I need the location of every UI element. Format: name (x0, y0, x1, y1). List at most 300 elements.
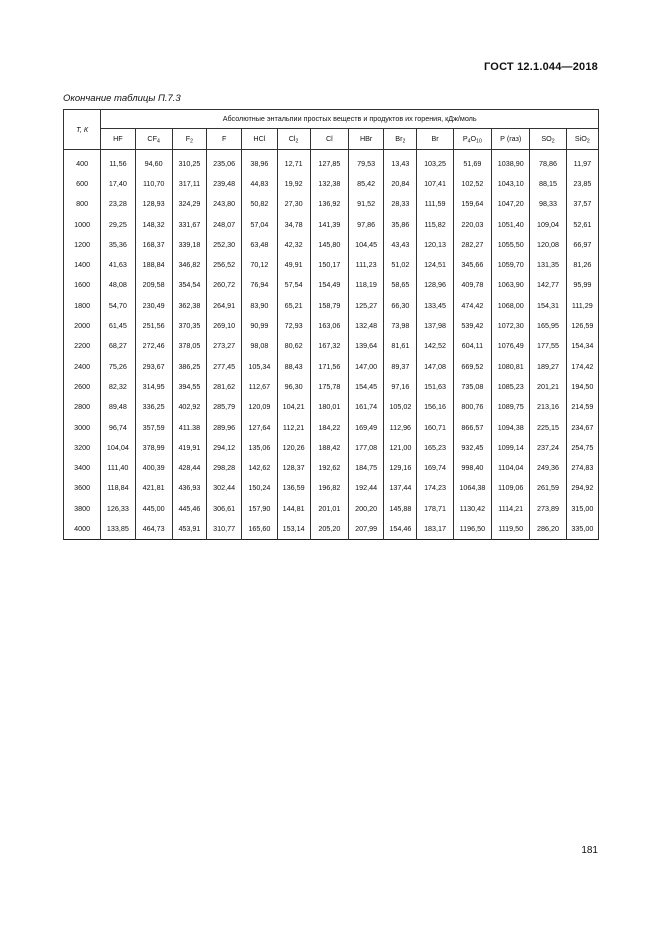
table-cell: 51,02 (384, 254, 417, 274)
table-cell: 129,16 (384, 457, 417, 477)
table-cell: 196,82 (310, 478, 348, 498)
table-cell: 248,07 (207, 214, 242, 234)
table-cell: 157,90 (242, 498, 277, 518)
table-cell: 133,85 (101, 518, 135, 539)
table-cell: 82,32 (101, 376, 135, 396)
column-header-12: $SO_2$ (530, 128, 566, 149)
table-cell: 1085,23 (492, 376, 530, 396)
table-cell: 201,21 (530, 376, 566, 396)
table-cell: 29,25 (101, 214, 135, 234)
table-cell: 184,22 (310, 417, 348, 437)
table-cell: 28,33 (384, 194, 417, 214)
table-cell: 98,33 (530, 194, 566, 214)
table-cell: 81,26 (566, 254, 598, 274)
table-cell: 866,57 (453, 417, 491, 437)
table-cell: 72,93 (277, 315, 310, 335)
table-cell: 171,56 (310, 356, 348, 376)
table-row (64, 254, 599, 274)
table-cell: 43,43 (384, 234, 417, 254)
table-cell: 281,62 (207, 376, 242, 396)
table-cell: 112,96 (384, 417, 417, 437)
temperature-cell: 2200 (64, 336, 101, 356)
table-cell: 421,81 (135, 478, 172, 498)
table-cell: 1089,75 (492, 397, 530, 417)
table-row (64, 417, 599, 437)
table-cell: 317,11 (172, 173, 206, 193)
temperature-cell: 1600 (64, 275, 101, 295)
table-cell: 133,45 (417, 295, 453, 315)
table-cell: 428,44 (172, 457, 206, 477)
table-cell: 97,16 (384, 376, 417, 396)
table-cell: 17,40 (101, 173, 135, 193)
table-cell: 65,21 (277, 295, 310, 315)
table-cell: 153,14 (277, 518, 310, 539)
table-cell: 128,96 (417, 275, 453, 295)
table-cell: 174,23 (417, 478, 453, 498)
table-cell: 252,30 (207, 234, 242, 254)
table-row (64, 498, 599, 518)
table-cell: 234,67 (566, 417, 598, 437)
table-cell: 154,46 (384, 518, 417, 539)
table-cell: 68,27 (101, 336, 135, 356)
table-cell: 1038,90 (492, 150, 530, 174)
table-cell: 11,97 (566, 150, 598, 174)
table-cell: 1047,20 (492, 194, 530, 214)
table-cell: 243,80 (207, 194, 242, 214)
column-header-5: $Cl_2$ (277, 128, 310, 149)
table-cell: 539,42 (453, 315, 491, 335)
table-cell: 239,48 (207, 173, 242, 193)
table-cell: 201,01 (310, 498, 348, 518)
column-header-6: Cl (310, 128, 348, 149)
table-cell: 160,71 (417, 417, 453, 437)
table-cell: 220,03 (453, 214, 491, 234)
temperature-cell: 3800 (64, 498, 101, 518)
table-cell: 306,61 (207, 498, 242, 518)
table-cell: 345,66 (453, 254, 491, 274)
table-cell: 104,45 (349, 234, 384, 254)
table-cell: 95,99 (566, 275, 598, 295)
table-cell: 169,49 (349, 417, 384, 437)
table-cell: 419,91 (172, 437, 206, 457)
table-row (64, 315, 599, 335)
table-cell: 378,99 (135, 437, 172, 457)
table-cell: 177,08 (349, 437, 384, 457)
table-cell: 932,45 (453, 437, 491, 457)
table-row (64, 356, 599, 376)
table-cell: 111,29 (566, 295, 598, 315)
table-cell: 260,72 (207, 275, 242, 295)
table-cell: 154,45 (349, 376, 384, 396)
column-header-4: HCl (242, 128, 277, 149)
table-cell: 125,27 (349, 295, 384, 315)
table-cell: 139,64 (349, 336, 384, 356)
table-cell: 192,62 (310, 457, 348, 477)
column-header-0: HF (101, 128, 135, 149)
table-cell: 669,52 (453, 356, 491, 376)
table-cell: 357,59 (135, 417, 172, 437)
table-cell: 118,19 (349, 275, 384, 295)
column-header-8: $Br_2$ (384, 128, 417, 149)
table-cell: 151,63 (417, 376, 453, 396)
table-cell: 1043,10 (492, 173, 530, 193)
table-cell: 111,40 (101, 457, 135, 477)
table-cell: 1063,90 (492, 275, 530, 295)
table-cell: 57,04 (242, 214, 277, 234)
table-cell: 445,00 (135, 498, 172, 518)
temperature-cell: 1200 (64, 234, 101, 254)
table-cell: 269,10 (207, 315, 242, 335)
table-cell: 97,86 (349, 214, 384, 234)
table-cell: 70,12 (242, 254, 277, 274)
column-header-2: $F_2$ (172, 128, 206, 149)
table-cell: 90,99 (242, 315, 277, 335)
table-cell: 188,84 (135, 254, 172, 274)
table-cell: 13,43 (384, 150, 417, 174)
temperature-cell: 1400 (64, 254, 101, 274)
table-cell: 94,60 (135, 150, 172, 174)
temperature-column-header: Т, К (64, 110, 101, 150)
table-cell: 445,46 (172, 498, 206, 518)
table-cell: 102,52 (453, 173, 491, 193)
table-cell: 127,85 (310, 150, 348, 174)
table-cell: 194,50 (566, 376, 598, 396)
table-cell: 282,27 (453, 234, 491, 254)
table-cell: 104,21 (277, 397, 310, 417)
table-cell: 1055,50 (492, 234, 530, 254)
table-cell: 1119,50 (492, 518, 530, 539)
table-cell: 75,26 (101, 356, 135, 376)
table-cell: 57,54 (277, 275, 310, 295)
table-cell: 58,65 (384, 275, 417, 295)
table-cell: 115,82 (417, 214, 453, 234)
table-cell: 1080,81 (492, 356, 530, 376)
table-cell: 209,58 (135, 275, 172, 295)
table-cell: 128,93 (135, 194, 172, 214)
table-cell: 800,76 (453, 397, 491, 417)
temperature-cell: 2000 (64, 315, 101, 335)
table-cell: 48,08 (101, 275, 135, 295)
temperature-cell: 1000 (64, 214, 101, 234)
temperature-cell: 2400 (64, 356, 101, 376)
table-cell: 310,25 (172, 150, 206, 174)
table-cell: 165,95 (530, 315, 566, 335)
table-cell: 314,95 (135, 376, 172, 396)
table-cell: 161,74 (349, 397, 384, 417)
table-caption: Окончание таблицы П.7.3 (63, 93, 181, 104)
table-row (64, 457, 599, 477)
table-cell: 132,38 (310, 173, 348, 193)
table-cell: 128,37 (277, 457, 310, 477)
table-cell: 205,20 (310, 518, 348, 539)
table-cell: 35,36 (101, 234, 135, 254)
table-cell: 142,52 (417, 336, 453, 356)
table-cell: 23,85 (566, 173, 598, 193)
column-header-3: F (207, 128, 242, 149)
table-cell: 1109,06 (492, 478, 530, 498)
table-cell: 1051,40 (492, 214, 530, 234)
table-row (64, 295, 599, 315)
table-row (64, 376, 599, 396)
table-cell: 178,71 (417, 498, 453, 518)
table-cell: 49,91 (277, 254, 310, 274)
table-cell: 1130,42 (453, 498, 491, 518)
table-row (64, 150, 599, 174)
table-cell: 50,82 (242, 194, 277, 214)
table-cell: 402,92 (172, 397, 206, 417)
table-cell: 98,08 (242, 336, 277, 356)
table-row (64, 173, 599, 193)
column-header-10: $P_4O_{10}$ (453, 128, 491, 149)
table-cell: 44,83 (242, 173, 277, 193)
table-cell: 111,59 (417, 194, 453, 214)
table-cell: 274,83 (566, 457, 598, 477)
table-cell: 604,11 (453, 336, 491, 356)
table-cell: 277,45 (207, 356, 242, 376)
table-row (64, 518, 599, 539)
table-cell: 154,31 (530, 295, 566, 315)
table-cell: 184,75 (349, 457, 384, 477)
table-cell: 136,92 (310, 194, 348, 214)
table-cell: 35,86 (384, 214, 417, 234)
table-row (64, 234, 599, 254)
table-cell: 174,42 (566, 356, 598, 376)
table-cell: 251,56 (135, 315, 172, 335)
table-cell: 145,80 (310, 234, 348, 254)
table-cell: 165,23 (417, 437, 453, 457)
table-cell: 362,38 (172, 295, 206, 315)
table-cell: 80,62 (277, 336, 310, 356)
table-cell: 66,30 (384, 295, 417, 315)
table-cell: 289,96 (207, 417, 242, 437)
table-cell: 103,25 (417, 150, 453, 174)
table-cell: 1059,70 (492, 254, 530, 274)
table-cell: 104,04 (101, 437, 135, 457)
table-cell: 183,17 (417, 518, 453, 539)
temperature-cell: 3200 (64, 437, 101, 457)
table-cell: 310,77 (207, 518, 242, 539)
table-cell: 192,44 (349, 478, 384, 498)
table-cell: 96,74 (101, 417, 135, 437)
table-cell: 1064,38 (453, 478, 491, 498)
table-cell: 79,53 (349, 150, 384, 174)
table-cell: 1114,21 (492, 498, 530, 518)
table-cell: 37,57 (566, 194, 598, 214)
temperature-cell: 800 (64, 194, 101, 214)
table-cell: 261,59 (530, 478, 566, 498)
table-cell: 144,81 (277, 498, 310, 518)
enthalpy-group-header: Абсолютные энтальпии простых веществ и продуктов их горения, кДж/моль (101, 110, 599, 129)
table-cell: 302,44 (207, 478, 242, 498)
table-cell: 411.38 (172, 417, 206, 437)
table-cell: 272,46 (135, 336, 172, 356)
column-header-1: $CF_4$ (135, 128, 172, 149)
table-cell: 81,61 (384, 336, 417, 356)
table-cell: 42,32 (277, 234, 310, 254)
temperature-cell: 600 (64, 173, 101, 193)
table-cell: 11,56 (101, 150, 135, 174)
table-cell: 464,73 (135, 518, 172, 539)
table-cell: 324,29 (172, 194, 206, 214)
table-cell: 89,37 (384, 356, 417, 376)
temperature-cell: 3400 (64, 457, 101, 477)
table-cell: 400,39 (135, 457, 172, 477)
table-cell: 200,20 (349, 498, 384, 518)
table-row (64, 194, 599, 214)
table-cell: 126,59 (566, 315, 598, 335)
table-cell: 88,15 (530, 173, 566, 193)
table-cell: 230,49 (135, 295, 172, 315)
table-cell: 89,48 (101, 397, 135, 417)
table-cell: 85,42 (349, 173, 384, 193)
table-cell: 120,13 (417, 234, 453, 254)
substance-header-row (64, 128, 599, 149)
table-cell: 137,44 (384, 478, 417, 498)
table-cell: 52,61 (566, 214, 598, 234)
table-cell: 214,59 (566, 397, 598, 417)
table-cell: 237,24 (530, 437, 566, 457)
table-cell: 141,39 (310, 214, 348, 234)
table-cell: 132,48 (349, 315, 384, 335)
enthalpy-table (63, 109, 599, 540)
table-cell: 180,01 (310, 397, 348, 417)
table-cell: 409,78 (453, 275, 491, 295)
table-cell: 110,70 (135, 173, 172, 193)
table-cell: 121,00 (384, 437, 417, 457)
table-cell: 225,15 (530, 417, 566, 437)
table-cell: 38,96 (242, 150, 277, 174)
table-cell: 136,59 (277, 478, 310, 498)
table-cell: 105,02 (384, 397, 417, 417)
table-cell: 66,97 (566, 234, 598, 254)
table-cell: 147,00 (349, 356, 384, 376)
table-row (64, 437, 599, 457)
table-cell: 78,86 (530, 150, 566, 174)
table-row (64, 275, 599, 295)
table-row (64, 214, 599, 234)
table-cell: 346,82 (172, 254, 206, 274)
table-cell: 112,67 (242, 376, 277, 396)
table-cell: 131,35 (530, 254, 566, 274)
table-cell: 1072,30 (492, 315, 530, 335)
table-cell: 20,84 (384, 173, 417, 193)
table-cell: 107,41 (417, 173, 453, 193)
table-cell: 145,88 (384, 498, 417, 518)
table-cell: 63,48 (242, 234, 277, 254)
table-cell: 120,26 (277, 437, 310, 457)
table-cell: 96,30 (277, 376, 310, 396)
table-cell: 177,55 (530, 336, 566, 356)
table-cell: 156,16 (417, 397, 453, 417)
table-cell: 120,08 (530, 234, 566, 254)
table-cell: 91,52 (349, 194, 384, 214)
table-cell: 474,42 (453, 295, 491, 315)
table-cell: 998,40 (453, 457, 491, 477)
table-cell: 169,74 (417, 457, 453, 477)
table-cell: 61,45 (101, 315, 135, 335)
table-cell: 1196,50 (453, 518, 491, 539)
table-cell: 154,49 (310, 275, 348, 295)
table-cell: 167,32 (310, 336, 348, 356)
table-cell: 41,63 (101, 254, 135, 274)
table-cell: 453,91 (172, 518, 206, 539)
table-cell: 147,08 (417, 356, 453, 376)
table-cell: 163,06 (310, 315, 348, 335)
table-cell: 207,99 (349, 518, 384, 539)
table-cell: 336,25 (135, 397, 172, 417)
table-cell: 111,23 (349, 254, 384, 274)
table-cell: 354,54 (172, 275, 206, 295)
table-cell: 339,18 (172, 234, 206, 254)
table-cell: 1094,38 (492, 417, 530, 437)
table-cell: 148,32 (135, 214, 172, 234)
column-header-7: HBr (349, 128, 384, 149)
table-cell: 165,60 (242, 518, 277, 539)
table-cell: 150,17 (310, 254, 348, 274)
table-cell: 76,94 (242, 275, 277, 295)
table-cell: 73,98 (384, 315, 417, 335)
table-cell: 27,30 (277, 194, 310, 214)
table-cell: 175,78 (310, 376, 348, 396)
table-cell: 335,00 (566, 518, 598, 539)
table-cell: 126,33 (101, 498, 135, 518)
table-cell: 378,05 (172, 336, 206, 356)
table-cell: 83,90 (242, 295, 277, 315)
table-cell: 34,78 (277, 214, 310, 234)
column-header-11: P (газ) (492, 128, 530, 149)
temperature-cell: 4000 (64, 518, 101, 539)
table-row (64, 478, 599, 498)
table-cell: 112,21 (277, 417, 310, 437)
table-cell: 386,25 (172, 356, 206, 376)
table-cell: 120,09 (242, 397, 277, 417)
table-cell: 254,75 (566, 437, 598, 457)
table-cell: 189,27 (530, 356, 566, 376)
temperature-cell: 2600 (64, 376, 101, 396)
table-cell: 1104,04 (492, 457, 530, 477)
table-cell: 109,04 (530, 214, 566, 234)
table-cell: 118,84 (101, 478, 135, 498)
table-cell: 158,79 (310, 295, 348, 315)
temperature-cell: 3000 (64, 417, 101, 437)
table-cell: 293,67 (135, 356, 172, 376)
table-cell: 249,36 (530, 457, 566, 477)
table-cell: 150,24 (242, 478, 277, 498)
table-cell: 436,93 (172, 478, 206, 498)
table-row (64, 397, 599, 417)
table-cell: 154,34 (566, 336, 598, 356)
table-cell: 273,27 (207, 336, 242, 356)
table-cell: 23,28 (101, 194, 135, 214)
table-cell: 264,91 (207, 295, 242, 315)
table-cell: 273,89 (530, 498, 566, 518)
temperature-cell: 3600 (64, 478, 101, 498)
table-cell: 735,08 (453, 376, 491, 396)
table-cell: 54,70 (101, 295, 135, 315)
table-cell: 1099,14 (492, 437, 530, 457)
table-cell: 315,00 (566, 498, 598, 518)
table-cell: 105,34 (242, 356, 277, 376)
table-cell: 394,55 (172, 376, 206, 396)
table-cell: 188,42 (310, 437, 348, 457)
table-cell: 168,37 (135, 234, 172, 254)
table-cell: 256,52 (207, 254, 242, 274)
table-cell: 213,16 (530, 397, 566, 417)
table-cell: 298,28 (207, 457, 242, 477)
temperature-cell: 400 (64, 150, 101, 174)
temperature-cell: 1800 (64, 295, 101, 315)
table-cell: 127,64 (242, 417, 277, 437)
